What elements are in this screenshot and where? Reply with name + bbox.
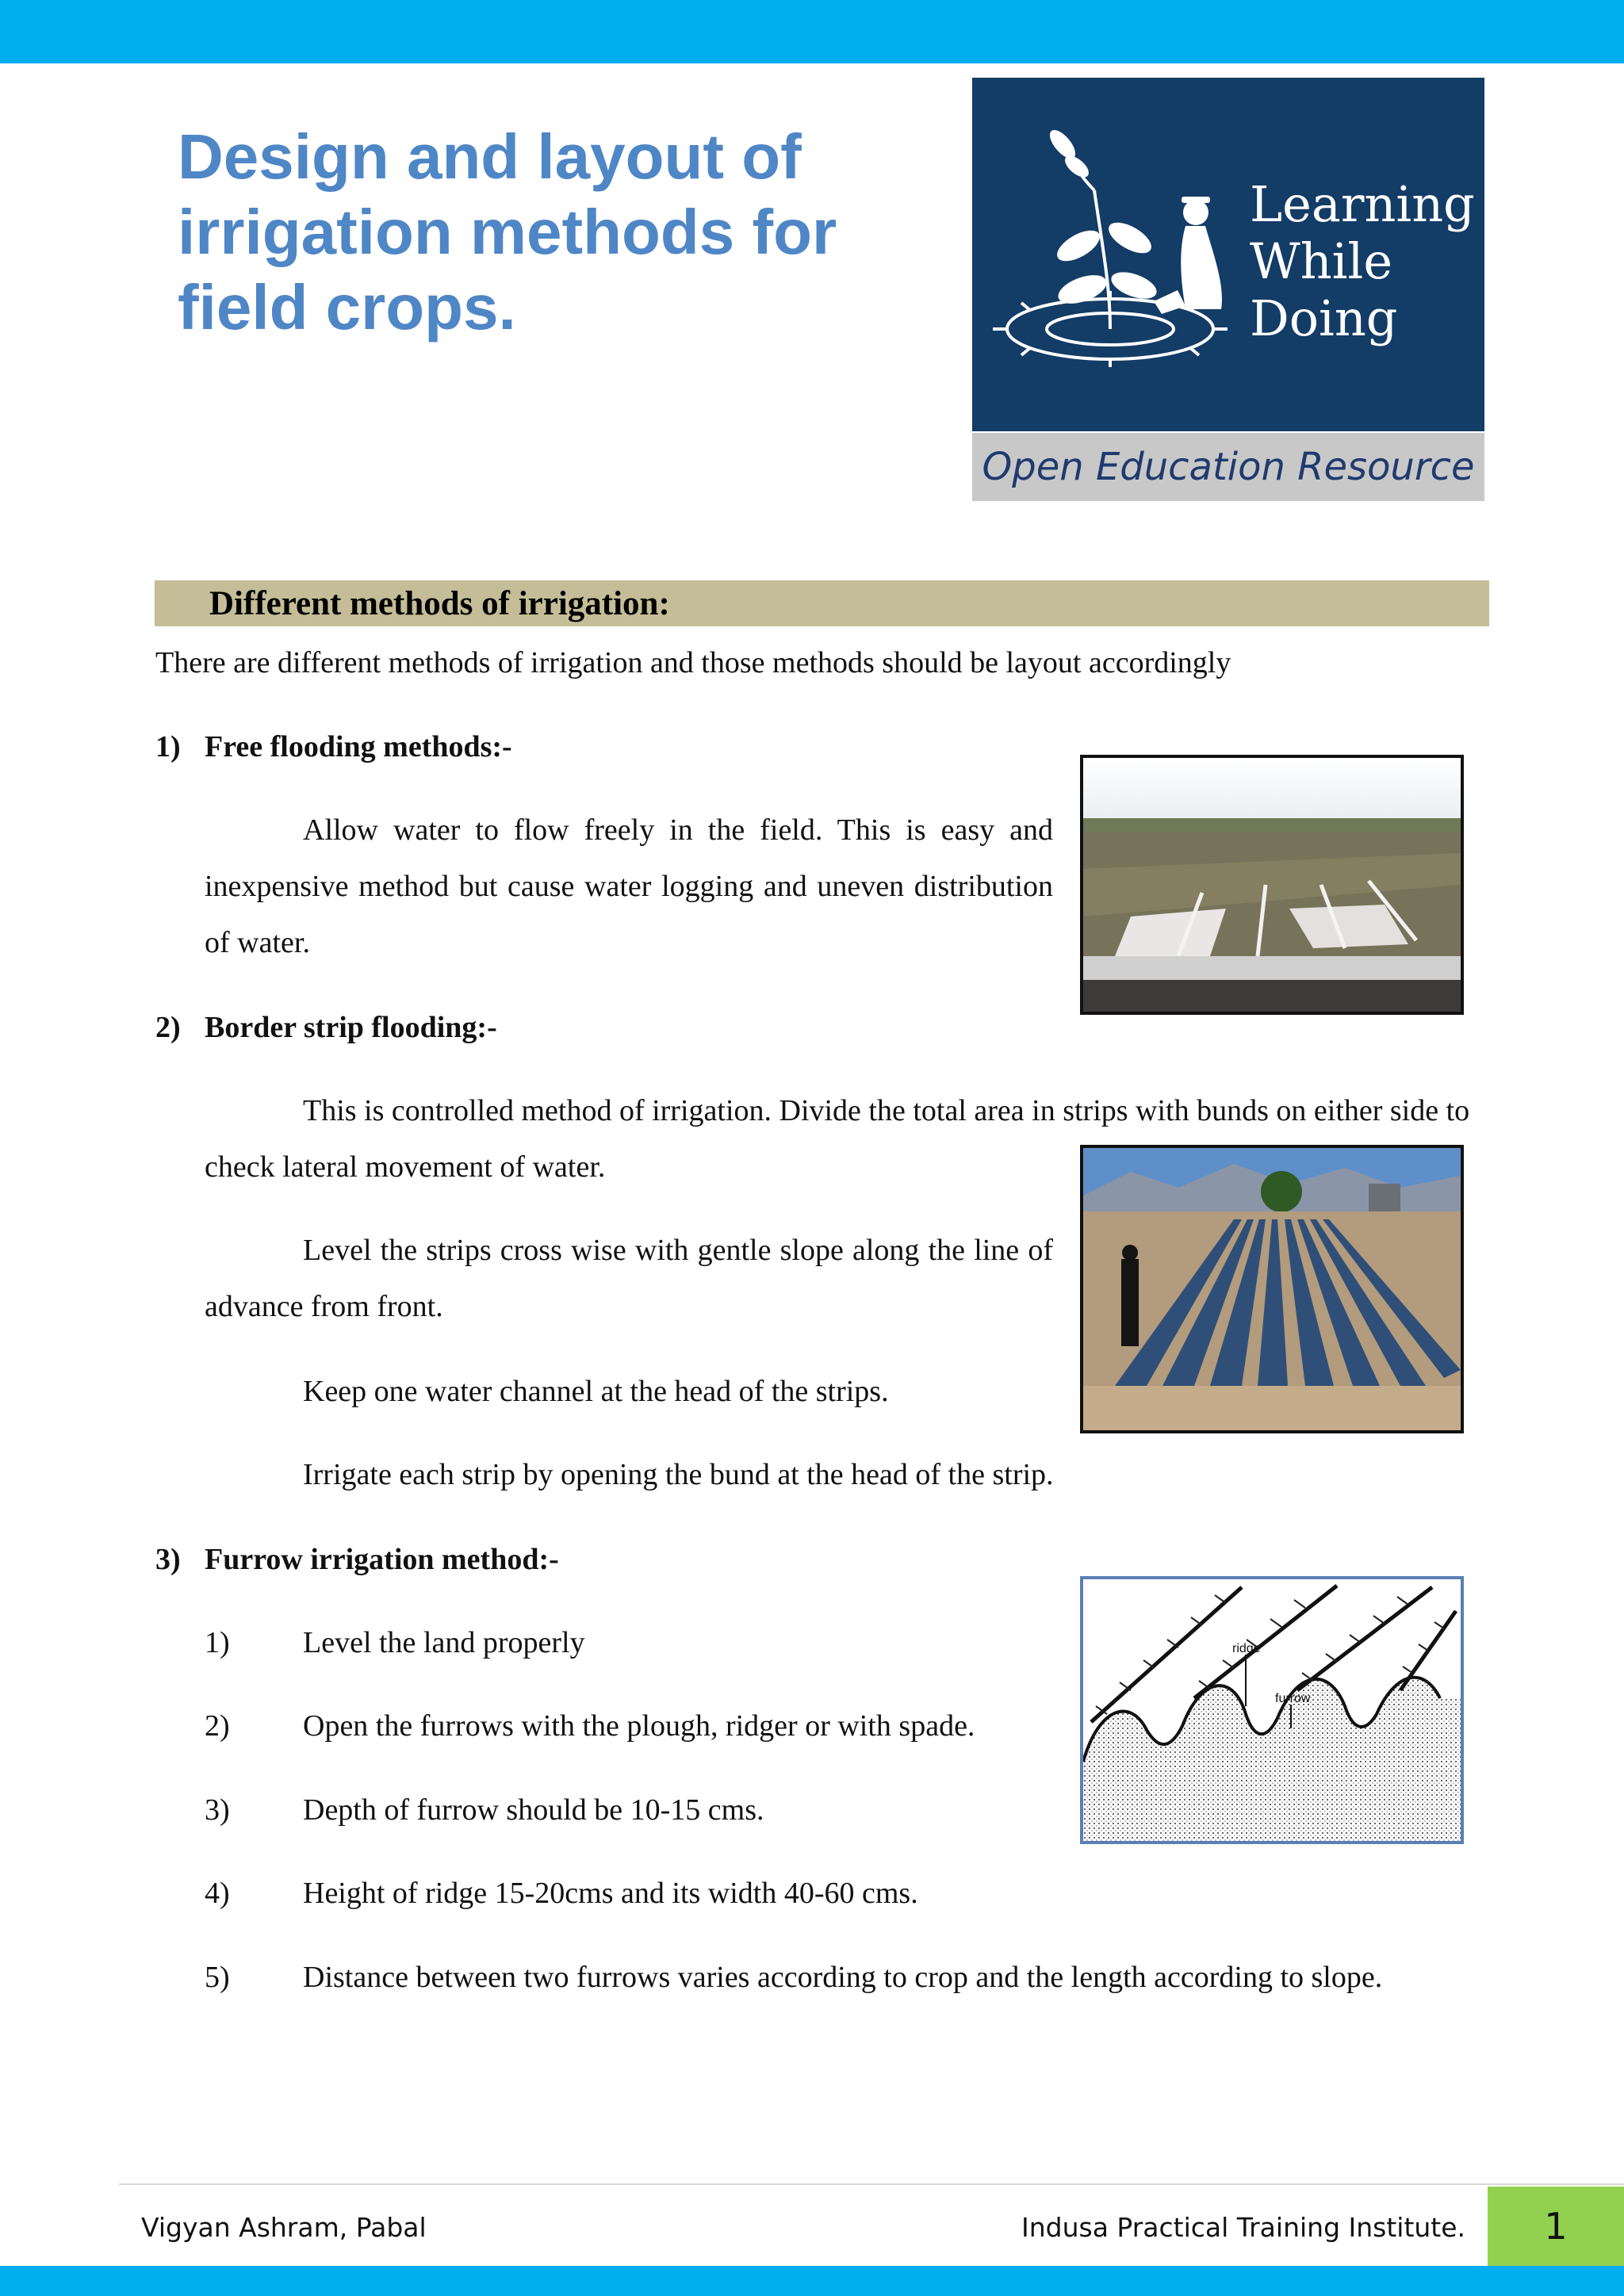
method-3-number: 3) [155, 1543, 181, 1576]
method-1-number: 1) [155, 730, 181, 763]
furrow-step-4-text: Height of ridge 15-20cms and its width 40-60 cms. [303, 1877, 918, 1910]
method-2-paragraph-2: Level the strips cross wise with gentle slope along the line of advance from front. [205, 1234, 1053, 1323]
method-2-number: 2) [155, 1011, 181, 1044]
ridge-furrow-diagram-image [1083, 1579, 1461, 1841]
section-heading: Different methods of irrigation: [209, 585, 670, 622]
flooded-field-image [1083, 758, 1461, 1012]
furrow-step-2-number: 2) [205, 1709, 230, 1743]
logo-wordmark [1250, 176, 1488, 347]
footer-organization: Vigyan Ashram, Pabal [141, 2212, 427, 2243]
open-education-resource-banner: Open Education Resource [972, 433, 1484, 501]
method-1-description: Allow water to flow freely in the field. This is easy and inexpensive method but cause water logging and uneven distribution of water. [205, 813, 1053, 959]
bottom-color-bar [0, 2266, 1624, 2296]
footer-divider [119, 2183, 1624, 2185]
method-2-title: Border strip flooding:- [205, 1011, 497, 1044]
furrow-step-5-number: 5) [205, 1961, 230, 1994]
furrow-label: furrow [1275, 1692, 1311, 1705]
border-strip-photo [1080, 1145, 1464, 1433]
plant-gear-logo-icon [983, 127, 1253, 381]
furrow-step-4-number: 4) [205, 1877, 230, 1910]
footer-institute: Indusa Practical Training Institute. [1021, 2212, 1466, 2243]
top-color-bar [0, 0, 1624, 63]
logo-line-3: Doing [1250, 289, 1398, 347]
furrow-diagram [1080, 1576, 1464, 1844]
furrow-step-2-text: Open the furrows with the plough, ridger or with spade. [303, 1709, 975, 1743]
method-3-title: Furrow irrigation method:- [205, 1543, 559, 1576]
furrow-step-1-number: 1) [205, 1626, 230, 1659]
section-intro: There are different methods of irrigation and those methods should be layout accordingly [155, 646, 1231, 679]
border-strip-field-image [1083, 1148, 1461, 1430]
furrow-step-5-text: Distance between two furrows varies according to crop and the length according to slope. [303, 1961, 1383, 1994]
furrow-step-1-text: Level the land properly [303, 1626, 585, 1659]
logo-line-2: While [1250, 232, 1393, 290]
method-2-paragraph-3: Keep one water channel at the head of the strips. [303, 1375, 889, 1408]
free-flooding-photo [1080, 755, 1464, 1015]
method-2-paragraph-4: Irrigate each strip by opening the bund at the head of the strip. [303, 1458, 1054, 1491]
document-title: Design and layout of irrigation methods for field crops. [178, 121, 837, 342]
method-2-paragraph-1: This is controlled method of irrigation. Divide the total area in strips with bunds on either side to check lateral movement of water. [205, 1094, 1470, 1184]
furrow-step-3-text: Depth of furrow should be 10-15 cms. [303, 1793, 764, 1827]
logo-line-1: Learning [1250, 175, 1475, 233]
method-1-title: Free flooding methods:- [205, 730, 512, 763]
ridge-label: ridge [1232, 1642, 1261, 1655]
furrow-step-3-number: 3) [205, 1793, 230, 1827]
page-number: 1 [1488, 2187, 1624, 2266]
